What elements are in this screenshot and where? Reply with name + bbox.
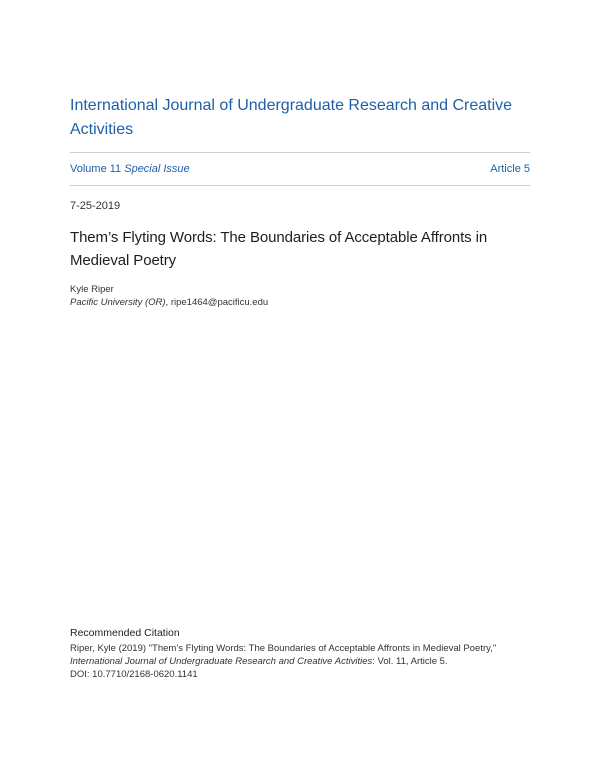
author-name: Kyle Riper xyxy=(70,284,114,295)
citation-heading: Recommended Citation xyxy=(70,627,180,639)
citation-doi[interactable]: DOI: 10.7710/2168-0620.1141 xyxy=(70,669,198,680)
citation-journal: International Journal of Undergraduate Research and Creative Activities xyxy=(70,656,373,667)
bottom-divider xyxy=(70,185,530,186)
author-email[interactable]: ripe1464@pacificu.edu xyxy=(170,297,269,308)
issue-info-row xyxy=(70,161,530,177)
article-title: Them’s Flyting Words: The Boundaries of Acceptable Affronts in Medieval Poetry xyxy=(70,229,488,269)
citation-line-2 xyxy=(70,655,540,668)
affiliation-separator: , xyxy=(165,297,171,308)
volume-label: Volume 11 xyxy=(70,163,125,175)
top-divider xyxy=(70,152,530,153)
special-issue-label: Special Issue xyxy=(124,163,190,175)
publication-date: 7-25-2019 xyxy=(70,200,121,212)
author-institution: Pacific University (OR) xyxy=(70,297,166,308)
journal-title-link[interactable]: International Journal of Undergraduate Research and Creative Activities xyxy=(70,97,513,138)
article-number-link[interactable]: Article 5 xyxy=(490,163,530,175)
author-affiliation xyxy=(70,296,268,309)
citation-volume-article: : Vol. 11, Article 5. xyxy=(372,656,448,667)
citation-body xyxy=(70,642,540,681)
citation-line-1: Riper, Kyle (2019) "Them’s Flyting Words: The Boundaries of Acceptable Affronts in Medieval Poetry," xyxy=(70,643,497,654)
volume-link[interactable] xyxy=(70,161,190,177)
